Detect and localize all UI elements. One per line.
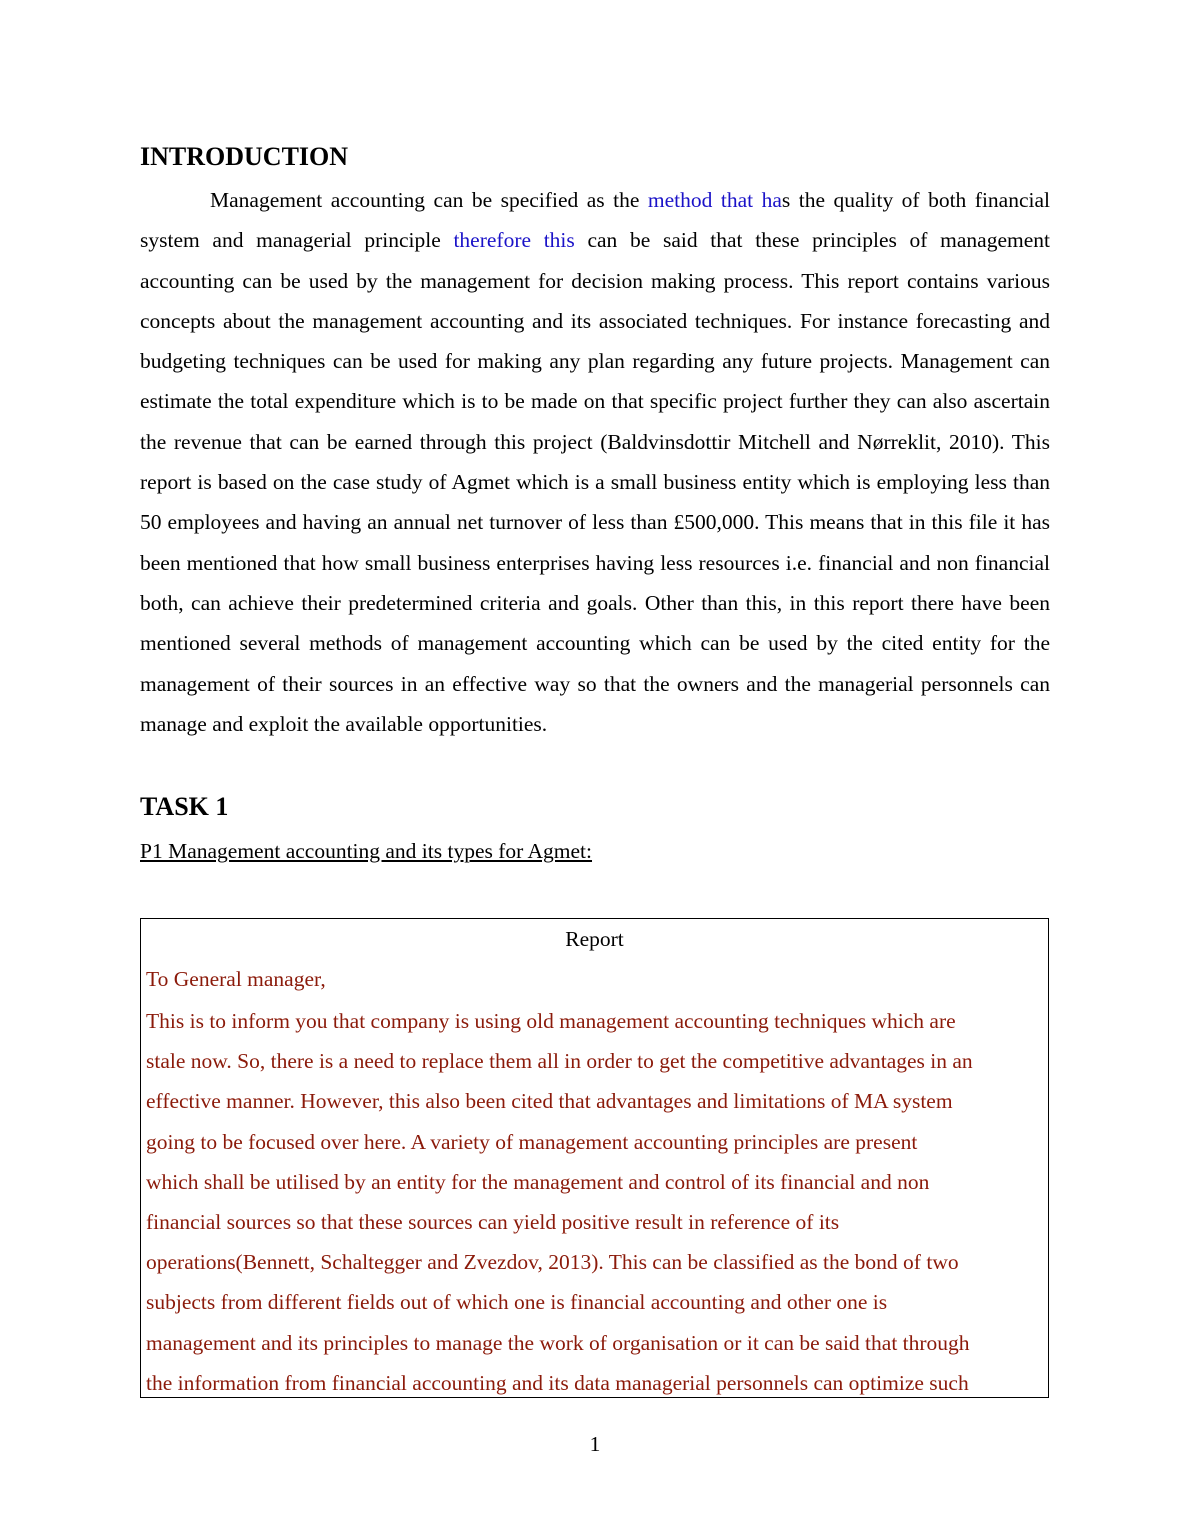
page-number: 1: [589, 1432, 601, 1456]
report-line: operations(Bennett, Schaltegger and Zvezdov, 2013). This can be classified as the bond of two: [146, 1250, 959, 1275]
intro-highlight-2: therefore this: [453, 228, 575, 253]
intro-text-mid: s the quality of both financial system and managerial principle: [140, 188, 1050, 253]
report-line: management and its principles to manage the work of organisation or it can be said that through: [146, 1330, 970, 1355]
report-line: which shall be utilised by an entity for the management and control of its financial and non: [146, 1169, 930, 1194]
report-line: This is to inform you that company is using old management accounting techniques which are: [146, 1009, 956, 1033]
introduction-heading: INTRODUCTION: [140, 142, 349, 171]
report-line: going to be focused over here. A variety of management accounting principles are present: [146, 1129, 918, 1154]
intro-text-start: Management accounting can be specified as the: [210, 188, 648, 212]
report-line: effective manner. However, this also been cited that advantages and limitations of MA system: [146, 1089, 953, 1114]
intro-highlight-1: method that ha: [647, 188, 782, 212]
report-line: financial sources so that these sources can yield positive result in reference of its: [146, 1210, 840, 1235]
report-line: stale now. So, there is a need to replace them all in order to get the competitive advantages in an: [146, 1049, 973, 1074]
task-heading: TASK 1: [140, 792, 229, 821]
report-title: Report: [565, 927, 624, 951]
task-subheading: P1 Management accounting and its types for Agmet:: [140, 839, 593, 863]
report-greeting: To General manager,: [146, 967, 326, 991]
report-box: [140, 918, 1049, 1398]
report-line: the information from financial accounting and its data managerial personnels can optimize such: [146, 1370, 969, 1395]
introduction-paragraph: [140, 180, 1050, 744]
report-line: subjects from different fields out of which one is financial accounting and other one is: [146, 1290, 888, 1315]
report-body: [146, 1001, 1046, 1398]
intro-text-rest: can be said that these principles of management accounting can be used by the management for decision making process. This report contains various concepts about the management accounting and its associated techniques. For instance forecasting and budgeting techniques can be used for making any plan regarding any future projects. Management can estimate the total expenditure which is to be made on that specific project further they can also ascertain the revenue that can be earned through this project (Baldvinsdottir Mitchell and Nørreklit, 2010). This report is based on the case study of Agmet which is a small business entity which is employing less than 50 employees and having an annual net turnover of less than £500,000. This means that in this file it has been mentioned that how small business enterprises having less resources i.e. financial and non financial both, can achieve their predetermined criteria and goals. Other than this, in this report there have been mentioned several methods of management accounting which can be used by the cited entity for the management of their sources in an effective way so that the owners and the managerial personnels can manage and exploit the available opportunities.: [140, 228, 1050, 736]
